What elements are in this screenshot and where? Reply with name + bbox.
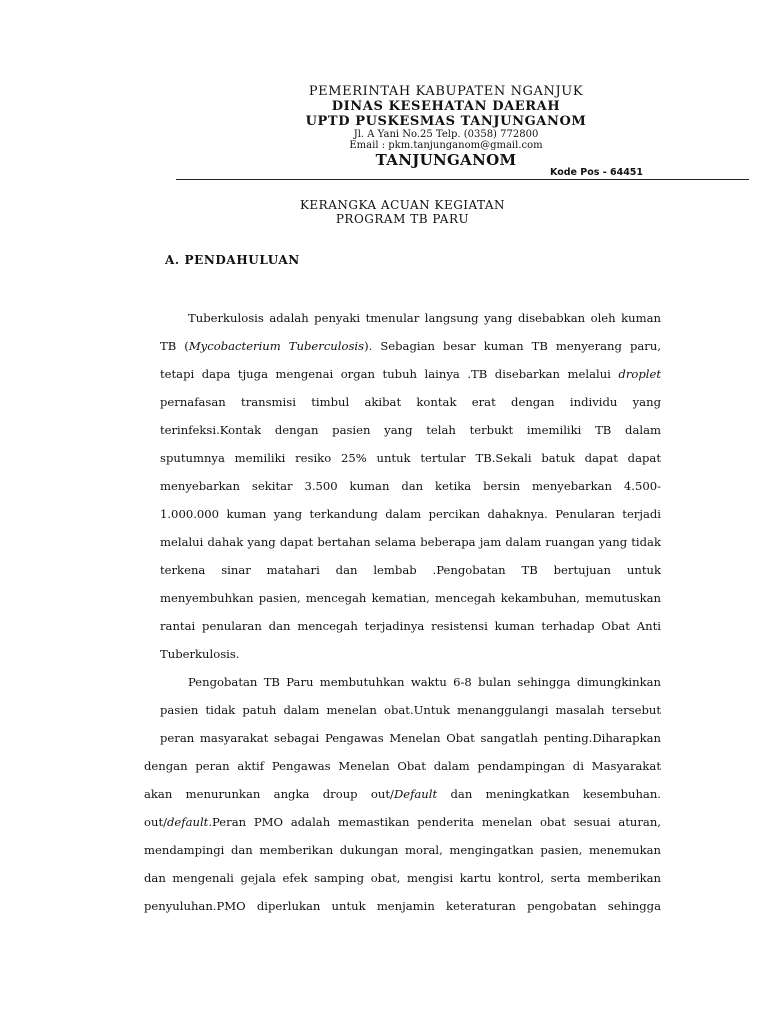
text-line bbox=[160, 562, 661, 578]
text-line bbox=[144, 758, 661, 774]
text-run: ). Sebagian besar kuman TB menyerang paru, bbox=[364, 339, 661, 353]
text-run: terkena sinar matahari dan lembab .Pengobatan TB bertujuan untuk bbox=[160, 563, 661, 577]
text-line bbox=[144, 898, 661, 914]
text-run: .Peran PMO adalah memastikan penderita menelan obat sesuai aturan, bbox=[208, 815, 661, 829]
text-line bbox=[144, 786, 661, 802]
text-run: pasien tidak patuh dalam menelan obat.Untuk menanggulangi masalah tersebut bbox=[160, 703, 661, 717]
italic-term: default bbox=[167, 815, 209, 829]
text-run: Pengobatan TB Paru membutuhkan waktu 6-8 bulan sehingga dimungkinkan bbox=[188, 675, 661, 689]
text-run: dengan peran aktif Pengawas Menelan Obat dalam pendampingan di Masyarakat bbox=[144, 759, 661, 773]
text-line bbox=[144, 814, 661, 830]
letterhead-city: TANJUNGANOM bbox=[375, 151, 517, 169]
text-run: rantai penularan dan mencegah terjadinya resistensi kuman terhadap Obat Anti bbox=[160, 619, 661, 633]
section-heading: A. PENDAHULUAN bbox=[165, 253, 300, 267]
text-run: sputumnya memiliki resiko 25% untuk tertular TB.Sekali batuk dapat dapat bbox=[160, 451, 661, 465]
italic-term: Mycobacterium Tuberculosis bbox=[188, 339, 365, 353]
letterhead-divider bbox=[176, 179, 749, 180]
text-run: 1.000.000 kuman yang terkandung dalam percikan dahaknya. Penularan terjadi bbox=[160, 507, 661, 521]
letterhead-unit: UPTD PUSKESMAS TANJUNGANOM bbox=[305, 114, 587, 129]
text-line bbox=[160, 646, 240, 662]
text-run: TB ( bbox=[160, 339, 189, 353]
text-line bbox=[188, 674, 661, 690]
text-run: mendampingi dan memberikan dukungan moral, mengingatkan pasien, menemukan bbox=[144, 843, 661, 857]
text-run: out/ bbox=[144, 815, 168, 829]
text-line bbox=[160, 534, 661, 550]
text-line bbox=[160, 702, 661, 718]
text-line bbox=[144, 842, 661, 858]
text-line bbox=[160, 590, 661, 606]
text-run: melalui dahak yang dapat bertahan selama beberapa jam dalam ruangan yang tidak bbox=[160, 535, 661, 549]
text-run: tetapi dapa tjuga mengenai organ tubuh lainya .TB disebarkan melalui bbox=[160, 367, 619, 381]
text-run: terinfeksi.Kontak dengan pasien yang telah terbukt imemiliki TB dalam bbox=[160, 423, 661, 437]
text-run: Tuberkulosis. bbox=[160, 647, 240, 661]
letterhead-government: PEMERINTAH KABUPATEN NGANJUK bbox=[308, 84, 584, 99]
text-line bbox=[144, 870, 661, 886]
italic-term: droplet bbox=[618, 367, 661, 381]
text-run: peran masyarakat sebagai Pengawas Menelan Obat sangatlah penting.Diharapkan bbox=[160, 731, 661, 745]
text-run: dan meningkatkan kesembuhan. bbox=[437, 787, 661, 801]
text-line bbox=[160, 506, 661, 522]
letterhead-address: Jl. A Yani No.25 Telp. (0358) 772800 bbox=[353, 129, 539, 140]
text-line bbox=[160, 366, 661, 382]
document-subtitle: PROGRAM TB PARU bbox=[335, 212, 470, 226]
text-line bbox=[160, 618, 661, 634]
text-line bbox=[188, 310, 661, 326]
text-run: Tuberkulosis adalah penyaki tmenular langsung yang disebabkan oleh kuman bbox=[188, 311, 661, 325]
text-run: penyuluhan.PMO diperlukan untuk menjamin keteraturan pengobatan sehingga bbox=[144, 899, 661, 913]
text-run: dan mengenali gejala efek samping obat, mengisi kartu kontrol, serta memberikan bbox=[144, 871, 661, 885]
italic-term: Default bbox=[393, 787, 438, 801]
text-line bbox=[160, 338, 661, 354]
text-run: menyebarkan sekitar 3.500 kuman dan ketika bersin menyebarkan 4.500- bbox=[160, 479, 661, 493]
text-run: menyembuhkan pasien, mencegah kematian, mencegah kekambuhan, memutuskan bbox=[160, 591, 661, 605]
letterhead-department: DINAS KESEHATAN DAERAH bbox=[331, 99, 561, 114]
text-line bbox=[160, 478, 661, 494]
postal-code: Kode Pos - 64451 bbox=[550, 167, 644, 178]
text-run: akan menurunkan angka droup out/ bbox=[144, 787, 394, 801]
letterhead-email: Email : pkm.tanjunganom@gmail.com bbox=[349, 140, 543, 151]
text-line bbox=[160, 394, 661, 410]
text-line bbox=[160, 450, 661, 466]
document-title: KERANGKA ACUAN KEGIATAN bbox=[299, 198, 506, 212]
text-run: pernafasan transmisi timbul akibat kontak erat dengan individu yang bbox=[160, 395, 661, 409]
text-line bbox=[160, 422, 661, 438]
text-line bbox=[160, 730, 661, 746]
